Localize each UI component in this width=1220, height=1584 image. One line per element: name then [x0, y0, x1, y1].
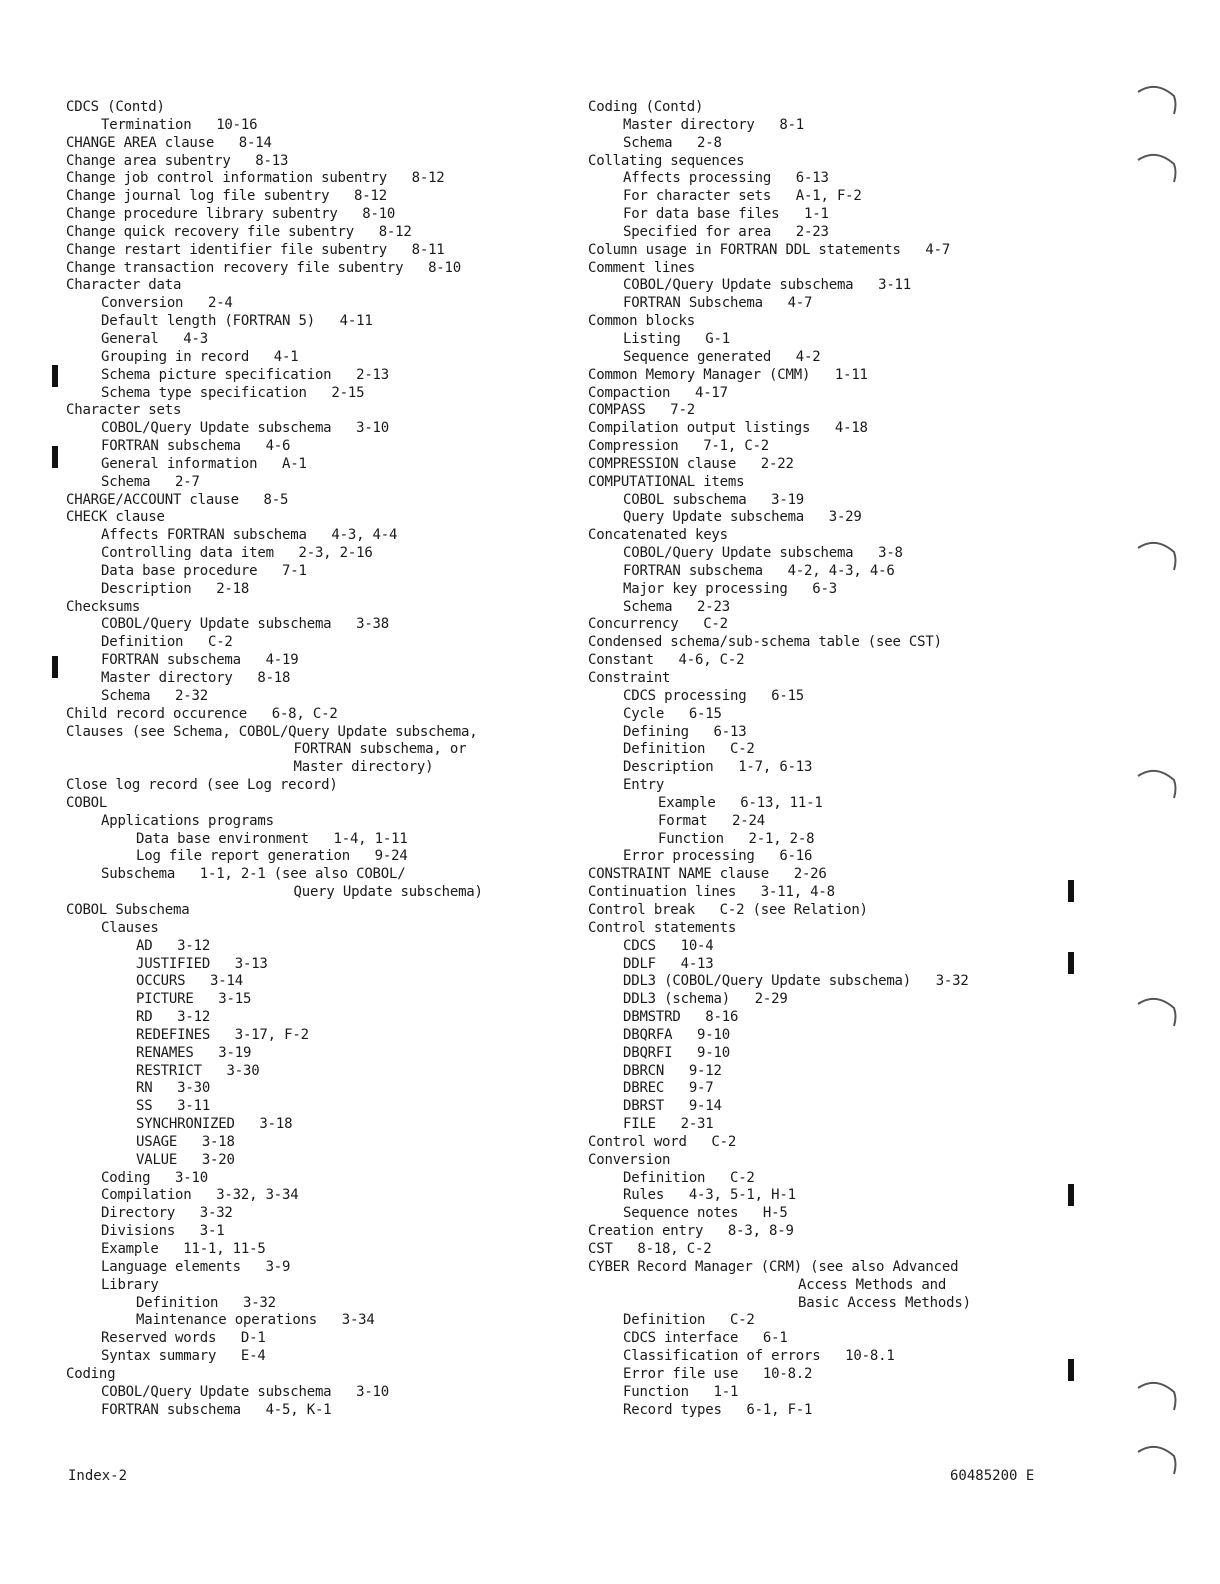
document-number: 60485200 E [950, 1468, 1035, 1484]
binder-hole-icon [1134, 78, 1178, 118]
index-entry: Child record occurence 6-8, C-2 [66, 705, 338, 722]
index-entry: Change restart identifier file subentry 8-11 [66, 241, 445, 258]
index-entry: VALUE 3-20 [136, 1151, 235, 1168]
index-entry: COBOL/Query Update subschema 3-11 [623, 277, 912, 294]
index-entry: FILE 2-31 [623, 1116, 714, 1133]
index-entry: USAGE 3-18 [136, 1133, 235, 1150]
change-bar [1068, 1184, 1074, 1206]
index-entry: Sequence generated 4-2 [623, 348, 821, 365]
index-entry: Character data [66, 277, 182, 294]
index-entry: Specified for area 2-23 [623, 223, 829, 240]
index-entry: Schema type specification 2-15 [101, 384, 365, 401]
index-entry: Log file report generation 9-24 [136, 848, 408, 865]
index-entry: Compilation 3-32, 3-34 [101, 1187, 299, 1204]
index-entry: Checksums [66, 598, 141, 615]
index-entry: Concurrency C-2 [588, 616, 728, 633]
index-entry: CHARGE/ACCOUNT clause 8-5 [66, 491, 289, 508]
change-bar [52, 365, 58, 387]
index-entry: FORTRAN subschema 4-2, 4-3, 4-6 [623, 562, 895, 579]
index-entry: CDCS 10-4 [623, 937, 714, 954]
index-entry: FORTRAN Subschema 4-7 [623, 295, 813, 312]
index-entry: FORTRAN subschema 4-6 [101, 438, 291, 455]
index-entry: Continuation lines 3-11, 4-8 [588, 884, 835, 901]
index-entry: CHECK clause [66, 509, 165, 526]
index-entry: Language elements 3-9 [101, 1258, 291, 1275]
index-entry: CONSTRAINT NAME clause 2-26 [588, 866, 827, 883]
index-entry: FORTRAN subschema 4-5, K-1 [101, 1401, 332, 1418]
index-entry: Definition 3-32 [136, 1294, 276, 1311]
index-entry: Affects FORTRAN subschema 4-3, 4-4 [101, 527, 398, 544]
index-entry: Controlling data item 2-3, 2-16 [101, 545, 373, 562]
index-entry: Sequence notes H-5 [623, 1205, 788, 1222]
index-entry: Rules 4-3, 5-1, H-1 [623, 1187, 796, 1204]
index-entry: For character sets A-1, F-2 [623, 188, 862, 205]
binder-hole-icon [1134, 1438, 1178, 1478]
index-entry: DDLF 4-13 [623, 955, 714, 972]
index-entry: Condensed schema/sub-schema table (see CST) [588, 634, 942, 651]
index-entry: Schema 2-7 [101, 473, 200, 490]
index-entry: Schema 2-8 [623, 134, 722, 151]
index-entry: Control statements [588, 919, 737, 936]
index-entry: COBOL [66, 794, 108, 811]
change-bar [1068, 880, 1074, 902]
index-entry: Clauses (see Schema, COBOL/Query Update subschema, [66, 723, 478, 740]
index-entry: Syntax summary E-4 [101, 1348, 266, 1365]
index-column-left [66, 99, 566, 1419]
index-entry: DBREC 9-7 [623, 1080, 714, 1097]
index-entry: Change procedure library subentry 8-10 [66, 206, 396, 223]
index-entry: Library [101, 1276, 159, 1293]
index-entry: DDL3 (COBOL/Query Update subschema) 3-32 [623, 973, 969, 990]
index-entry: Clauses [101, 919, 159, 936]
index-entry: JUSTIFIED 3-13 [136, 955, 268, 972]
index-entry: Basic Access Methods) [798, 1294, 971, 1311]
index-entry: Conversion 2-4 [101, 295, 233, 312]
index-entry: Change quick recovery file subentry 8-12 [66, 223, 412, 240]
index-entry: FORTRAN subschema 4-19 [101, 652, 299, 669]
index-entry: Access Methods and [798, 1276, 947, 1293]
index-entry: Example 6-13, 11-1 [658, 794, 823, 811]
index-entry: Maintenance operations 3-34 [136, 1312, 375, 1329]
index-entry: Subschema 1-1, 2-1 (see also COBOL/ [101, 866, 406, 883]
index-entry: Character sets [66, 402, 182, 419]
index-entry: Major key processing 6-3 [623, 580, 837, 597]
index-entry: Entry [623, 777, 665, 794]
index-entry: General information A-1 [101, 455, 307, 472]
index-entry: SYNCHRONIZED 3-18 [136, 1116, 293, 1133]
index-entry: COBOL Subschema [66, 901, 190, 918]
index-entry: Compaction 4-17 [588, 384, 728, 401]
index-entry: Example 11-1, 11-5 [101, 1241, 266, 1257]
index-entry: Definition C-2 [623, 1169, 755, 1186]
index-entry: COMPRESSION clause 2-22 [588, 455, 794, 472]
index-column-right [588, 99, 1058, 1419]
index-entry: Control break C-2 (see Relation) [588, 901, 868, 918]
index-entry: CHANGE AREA clause 8-14 [66, 134, 272, 151]
index-entry: Schema 2-32 [101, 687, 208, 704]
index-entry: Query Update subschema 3-29 [623, 509, 862, 526]
index-entry: Data base procedure 7-1 [101, 562, 307, 579]
index-entry: Concatenated keys [588, 527, 728, 544]
index-entry: Coding [66, 1365, 116, 1382]
index-entry: General 4-3 [101, 330, 208, 347]
index-entry: Master directory 8-18 [101, 670, 291, 686]
index-entry: Definition C-2 [623, 1312, 755, 1329]
index-entry: CDCS (Contd) [66, 99, 165, 115]
index-entry: Classification of errors 10-8.1 [623, 1348, 895, 1365]
change-bar [52, 446, 58, 468]
index-entry: COBOL/Query Update subschema 3-10 [101, 1383, 390, 1400]
index-entry: For data base files 1-1 [623, 206, 829, 223]
index-entry: RENAMES 3-19 [136, 1044, 252, 1061]
index-entry: FORTRAN subschema, or [293, 741, 467, 758]
index-entry: RD 3-12 [136, 1009, 211, 1026]
index-entry: AD 3-12 [136, 937, 211, 954]
index-entry: Coding (Contd) [588, 99, 704, 115]
index-entry: Error processing 6-16 [623, 848, 813, 865]
index-entry: RESTRICT 3-30 [136, 1062, 260, 1079]
index-entry: Error file use 10-8.2 [623, 1365, 813, 1382]
index-entry: Creation entry 8-3, 8-9 [588, 1223, 794, 1240]
index-entry: Cycle 6-15 [623, 705, 722, 722]
index-entry: Compression 7-1, C-2 [588, 438, 770, 455]
index-entry: Divisions 3-1 [101, 1223, 225, 1240]
index-entry: Termination 10-16 [101, 116, 258, 133]
index-entry: PICTURE 3-15 [136, 991, 252, 1008]
index-entry: SS 3-11 [136, 1098, 211, 1115]
index-entry: Control word C-2 [588, 1133, 737, 1150]
page-number: Index-2 [68, 1468, 128, 1484]
index-entry: DBQRFA 9-10 [623, 1026, 730, 1043]
binder-hole-icon [1134, 762, 1178, 802]
index-entry: CDCS processing 6-15 [623, 687, 805, 704]
index-entry: Function 2-1, 2-8 [658, 830, 815, 847]
binder-hole-icon [1134, 1374, 1178, 1414]
index-entry: Listing G-1 [623, 330, 730, 347]
index-entry: Defining 6-13 [623, 723, 747, 740]
change-bar [1068, 1359, 1074, 1381]
index-entry: Function 1-1 [623, 1383, 739, 1400]
index-entry: DBMSTRD 8-16 [623, 1009, 739, 1026]
index-entry: Common blocks [588, 313, 695, 330]
index-entry: COBOL/Query Update subschema 3-10 [101, 420, 390, 437]
index-entry: Compilation output listings 4-18 [588, 420, 868, 437]
index-entry: Change area subentry 8-13 [66, 152, 289, 169]
index-entry: Column usage in FORTRAN DDL statements 4-7 [588, 241, 951, 258]
index-entry: OCCURS 3-14 [136, 973, 243, 990]
change-bar [1068, 952, 1074, 974]
index-entry: REDEFINES 3-17, F-2 [136, 1026, 309, 1043]
index-entry: Collating sequences [588, 152, 745, 169]
index-entry: Change job control information subentry 8-12 [66, 170, 445, 187]
index-entry: Format 2-24 [658, 812, 765, 829]
index-entry: RN 3-30 [136, 1080, 211, 1097]
index-entry: Conversion [588, 1151, 671, 1168]
index-entry: COBOL subschema 3-19 [623, 491, 805, 508]
binder-hole-icon [1134, 146, 1178, 186]
index-entry: COBOL/Query Update subschema 3-8 [623, 545, 903, 562]
index-entry: Close log record (see Log record) [66, 777, 338, 794]
index-entry: Record types 6-1, F-1 [623, 1401, 813, 1418]
index-entry: Coding 3-10 [101, 1169, 208, 1186]
index-entry: Data base environment 1-4, 1-11 [136, 830, 408, 847]
binder-hole-icon [1134, 990, 1178, 1030]
binder-hole-icon [1134, 534, 1178, 574]
index-entry: Reserved words D-1 [101, 1330, 266, 1347]
index-entry: CYBER Record Manager (CRM) (see also Advanced [588, 1258, 959, 1275]
index-entry: Directory 3-32 [101, 1205, 233, 1222]
index-entry: Comment lines [588, 259, 695, 276]
index-entry: Change journal log file subentry 8-12 [66, 188, 387, 205]
index-entry: DDL3 (schema) 2-29 [623, 991, 788, 1008]
index-entry: Master directory) [293, 759, 434, 776]
index-entry: Default length (FORTRAN 5) 4-11 [101, 313, 373, 330]
index-entry: CDCS interface 6-1 [623, 1330, 788, 1347]
index-entry: Query Update subschema) [293, 884, 483, 901]
index-entry: COMPASS 7-2 [588, 402, 695, 419]
index-entry: Description 1-7, 6-13 [623, 759, 813, 776]
index-entry: DBRCN 9-12 [623, 1062, 722, 1079]
index-entry: Constant 4-6, C-2 [588, 652, 745, 669]
index-entry: Schema picture specification 2-13 [101, 366, 390, 383]
index-entry: Applications programs [101, 812, 274, 829]
index-entry: COBOL/Query Update subschema 3-38 [101, 616, 390, 633]
index-entry: DBQRFI 9-10 [623, 1044, 730, 1061]
index-entry: COMPUTATIONAL items [588, 473, 745, 490]
index-entry: Common Memory Manager (CMM) 1-11 [588, 366, 868, 383]
index-entry: Schema 2-23 [623, 598, 730, 615]
index-entry: CST 8-18, C-2 [588, 1241, 712, 1257]
index-entry: Description 2-18 [101, 580, 250, 597]
index-entry: Affects processing 6-13 [623, 170, 829, 187]
index-entry: Definition C-2 [101, 634, 233, 651]
index-entry: Definition C-2 [623, 741, 755, 758]
index-entry: Constraint [588, 670, 671, 686]
change-bar [52, 656, 58, 678]
index-entry: Grouping in record 4-1 [101, 348, 299, 365]
index-entry: Change transaction recovery file subentry 8-10 [66, 259, 461, 276]
index-entry: DBRST 9-14 [623, 1098, 722, 1115]
index-entry: Master directory 8-1 [623, 116, 805, 133]
